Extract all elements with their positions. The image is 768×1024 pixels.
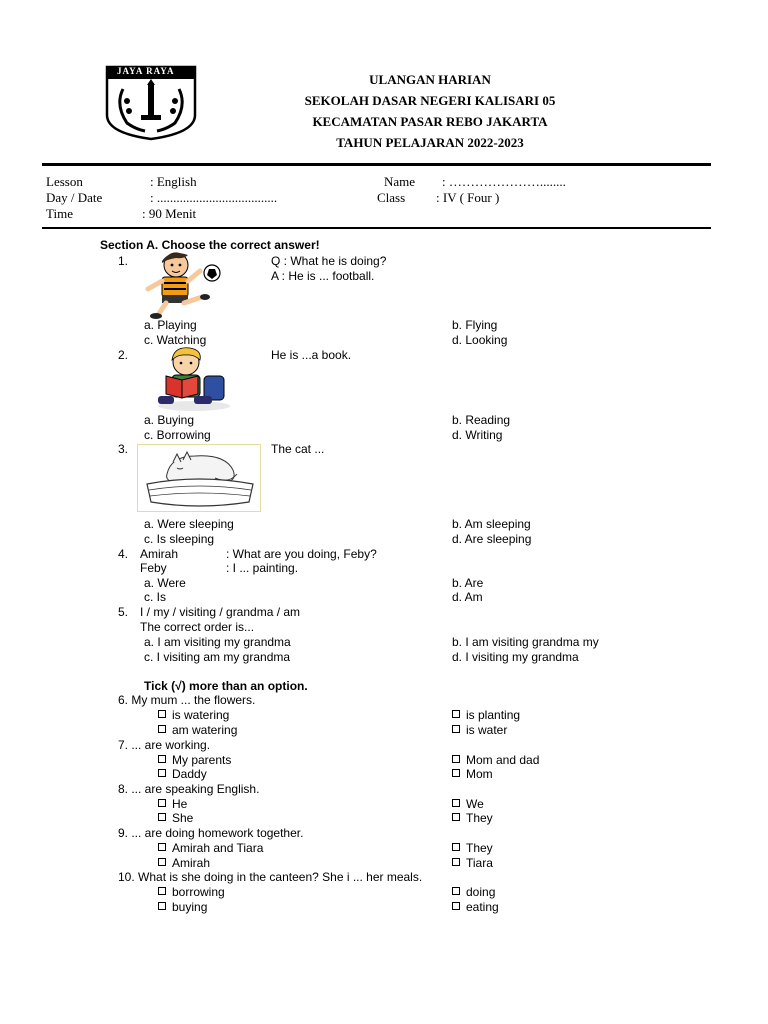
option-label: They — [466, 841, 493, 855]
header-district: KECAMATAN PASAR REBO JAKARTA — [312, 114, 548, 129]
name-label: Name — [384, 174, 416, 189]
option-label: We — [466, 797, 484, 811]
question-10-option-2[interactable] — [452, 885, 495, 899]
option-label: buying — [172, 900, 208, 914]
question-2-text: He is ...a book. — [271, 348, 352, 362]
checkbox-icon[interactable] — [158, 725, 166, 733]
option-label: My parents — [172, 753, 232, 767]
question-10-text: 10. What is she doing in the canteen? She i ... her meals. — [118, 870, 423, 884]
boy-reading-image — [150, 346, 232, 412]
checkbox-icon[interactable] — [452, 755, 460, 763]
question-5-option-d[interactable]: d. I visiting my grandma — [452, 650, 579, 664]
question-1-option-d[interactable]: d. Looking — [452, 333, 508, 347]
checkbox-icon[interactable] — [452, 799, 460, 807]
question-5-number: 5. — [118, 605, 129, 619]
question-6-text: 6. My mum ... the flowers. — [118, 693, 256, 707]
question-7-option-3[interactable] — [158, 767, 207, 781]
question-8-text: 8. ... are speaking English. — [118, 782, 260, 796]
checkbox-icon[interactable] — [158, 843, 166, 851]
checkbox-icon[interactable] — [452, 858, 460, 866]
question-4-number: 4. — [118, 547, 129, 561]
day-date-field: : ..................................... — [150, 190, 278, 205]
class-value: : IV ( Four ) — [436, 190, 500, 205]
question-3-option-b[interactable]: b. Am sleeping — [452, 517, 531, 531]
question-7-option-4[interactable] — [452, 767, 493, 781]
day-date-label: Day / Date — [46, 190, 103, 205]
checkbox-icon[interactable] — [452, 887, 460, 895]
question-2-option-a[interactable]: a. Buying — [144, 413, 195, 427]
question-1-option-c[interactable]: c. Watching — [144, 333, 207, 347]
checkbox-icon[interactable] — [158, 799, 166, 807]
question-5-option-c[interactable]: c. I visiting am my grandma — [144, 650, 291, 664]
option-label: Mom and dad — [466, 753, 540, 767]
question-9-option-1[interactable] — [158, 841, 263, 855]
option-label: doing — [466, 885, 496, 899]
question-4-option-c[interactable]: c. Is — [144, 590, 167, 604]
logo-text: JAYA RAYA — [117, 66, 175, 76]
header-school: SEKOLAH DASAR NEGERI KALISARI 05 — [304, 93, 556, 108]
section-a-title: Section A. Choose the correct answer! — [100, 238, 320, 252]
question-6-option-3[interactable] — [158, 723, 237, 737]
header-title: ULANGAN HARIAN — [369, 72, 491, 87]
option-label: He — [172, 797, 188, 811]
question-1-line1: Q : What he is doing? — [271, 254, 387, 268]
question-1-line2: A : He is ... football. — [271, 269, 375, 283]
question-4-option-a[interactable]: a. Were — [144, 576, 186, 590]
checkbox-icon[interactable] — [158, 887, 166, 895]
question-10-option-3[interactable] — [158, 900, 207, 914]
question-9-option-4[interactable] — [452, 856, 493, 870]
checkbox-icon[interactable] — [158, 769, 166, 777]
checkbox-icon[interactable] — [452, 902, 460, 910]
option-label: They — [466, 811, 493, 825]
question-1-option-b[interactable]: b. Flying — [452, 318, 498, 332]
question-5-text: I / my / visiting / grandma / am — [140, 605, 301, 619]
option-label: is water — [466, 723, 508, 737]
header-divider-top — [42, 163, 711, 166]
tick-section-title: Tick (√) more than an option. — [144, 679, 308, 693]
question-3-number: 3. — [118, 442, 129, 456]
checkbox-icon[interactable] — [452, 813, 460, 821]
question-4-option-d[interactable]: d. Am — [452, 590, 483, 604]
boy-football-image — [140, 249, 226, 319]
question-3-option-a[interactable]: a. Were sleeping — [144, 517, 234, 531]
question-6-option-1[interactable] — [158, 708, 229, 722]
option-label: Tiara — [466, 856, 493, 870]
option-label: is watering — [172, 708, 230, 722]
question-3-text: The cat ... — [271, 442, 325, 456]
question-6-option-4[interactable] — [452, 723, 507, 737]
option-label: is planting — [466, 708, 521, 722]
question-9-option-3[interactable] — [158, 856, 210, 870]
question-2-option-d[interactable]: d. Writing — [452, 428, 503, 442]
checkbox-icon[interactable] — [158, 858, 166, 866]
question-4-speaker1: Amirah — [140, 547, 179, 561]
question-5-option-b[interactable]: b. I am visiting grandma my — [452, 635, 599, 649]
cat-sleeping-image — [137, 444, 261, 512]
question-9-text: 9. ... are doing homework together. — [118, 826, 304, 840]
question-10-option-4[interactable] — [452, 900, 499, 914]
question-7-option-2[interactable] — [452, 753, 539, 767]
checkbox-icon[interactable] — [452, 725, 460, 733]
question-7-text: 7. ... are working. — [118, 738, 211, 752]
time-label: Time — [46, 206, 73, 221]
question-4-option-b[interactable]: b. Are — [452, 576, 484, 590]
question-10-option-1[interactable] — [158, 885, 225, 899]
checkbox-icon[interactable] — [452, 843, 460, 851]
option-label: Daddy — [172, 767, 207, 781]
question-1-number: 1. — [118, 254, 129, 268]
question-5-option-a[interactable]: a. I am visiting my grandma — [144, 635, 291, 649]
question-3-option-d[interactable]: d. Are sleeping — [452, 532, 532, 546]
question-1-option-a[interactable]: a. Playing — [144, 318, 197, 332]
checkbox-icon[interactable] — [158, 813, 166, 821]
question-9-option-2[interactable] — [452, 841, 493, 855]
question-8-option-4[interactable] — [452, 811, 493, 825]
question-4-line2: : I ... painting. — [226, 561, 299, 575]
option-label: am watering — [172, 723, 238, 737]
header-divider-bottom — [42, 227, 711, 229]
school-logo — [105, 65, 197, 141]
question-8-option-1[interactable] — [158, 797, 187, 811]
checkbox-icon[interactable] — [158, 902, 166, 910]
time-value: : 90 Menit — [142, 206, 197, 221]
question-8-option-2[interactable] — [452, 797, 484, 811]
option-label: eating — [466, 900, 499, 914]
question-3-option-c[interactable]: c. Is sleeping — [144, 532, 215, 546]
lesson-value: : English — [150, 174, 197, 189]
checkbox-icon[interactable] — [158, 710, 166, 718]
question-8-option-3[interactable] — [158, 811, 193, 825]
question-2-number: 2. — [118, 348, 129, 362]
option-label: Amirah and Tiara — [172, 841, 264, 855]
question-2-option-b[interactable]: b. Reading — [452, 413, 511, 427]
checkbox-icon[interactable] — [158, 755, 166, 763]
name-field: : …………………........ — [442, 174, 566, 189]
checkbox-icon[interactable] — [452, 769, 460, 777]
lesson-label: Lesson — [46, 174, 83, 189]
checkbox-icon[interactable] — [452, 710, 460, 718]
question-4-line1: : What are you doing, Feby? — [226, 547, 377, 561]
header-year: TAHUN PELAJARAN 2022-2023 — [336, 135, 524, 150]
question-5-subtext: The correct order is... — [140, 620, 255, 634]
option-label: Mom — [466, 767, 493, 781]
question-6-option-2[interactable] — [452, 708, 520, 722]
class-label: Class — [377, 190, 406, 205]
question-2-option-c[interactable]: c. Borrowing — [144, 428, 211, 442]
option-label: Amirah — [172, 856, 211, 870]
option-label: She — [172, 811, 194, 825]
option-label: borrowing — [172, 885, 225, 899]
question-7-option-1[interactable] — [158, 753, 231, 767]
question-4-speaker2: Feby — [140, 561, 167, 575]
